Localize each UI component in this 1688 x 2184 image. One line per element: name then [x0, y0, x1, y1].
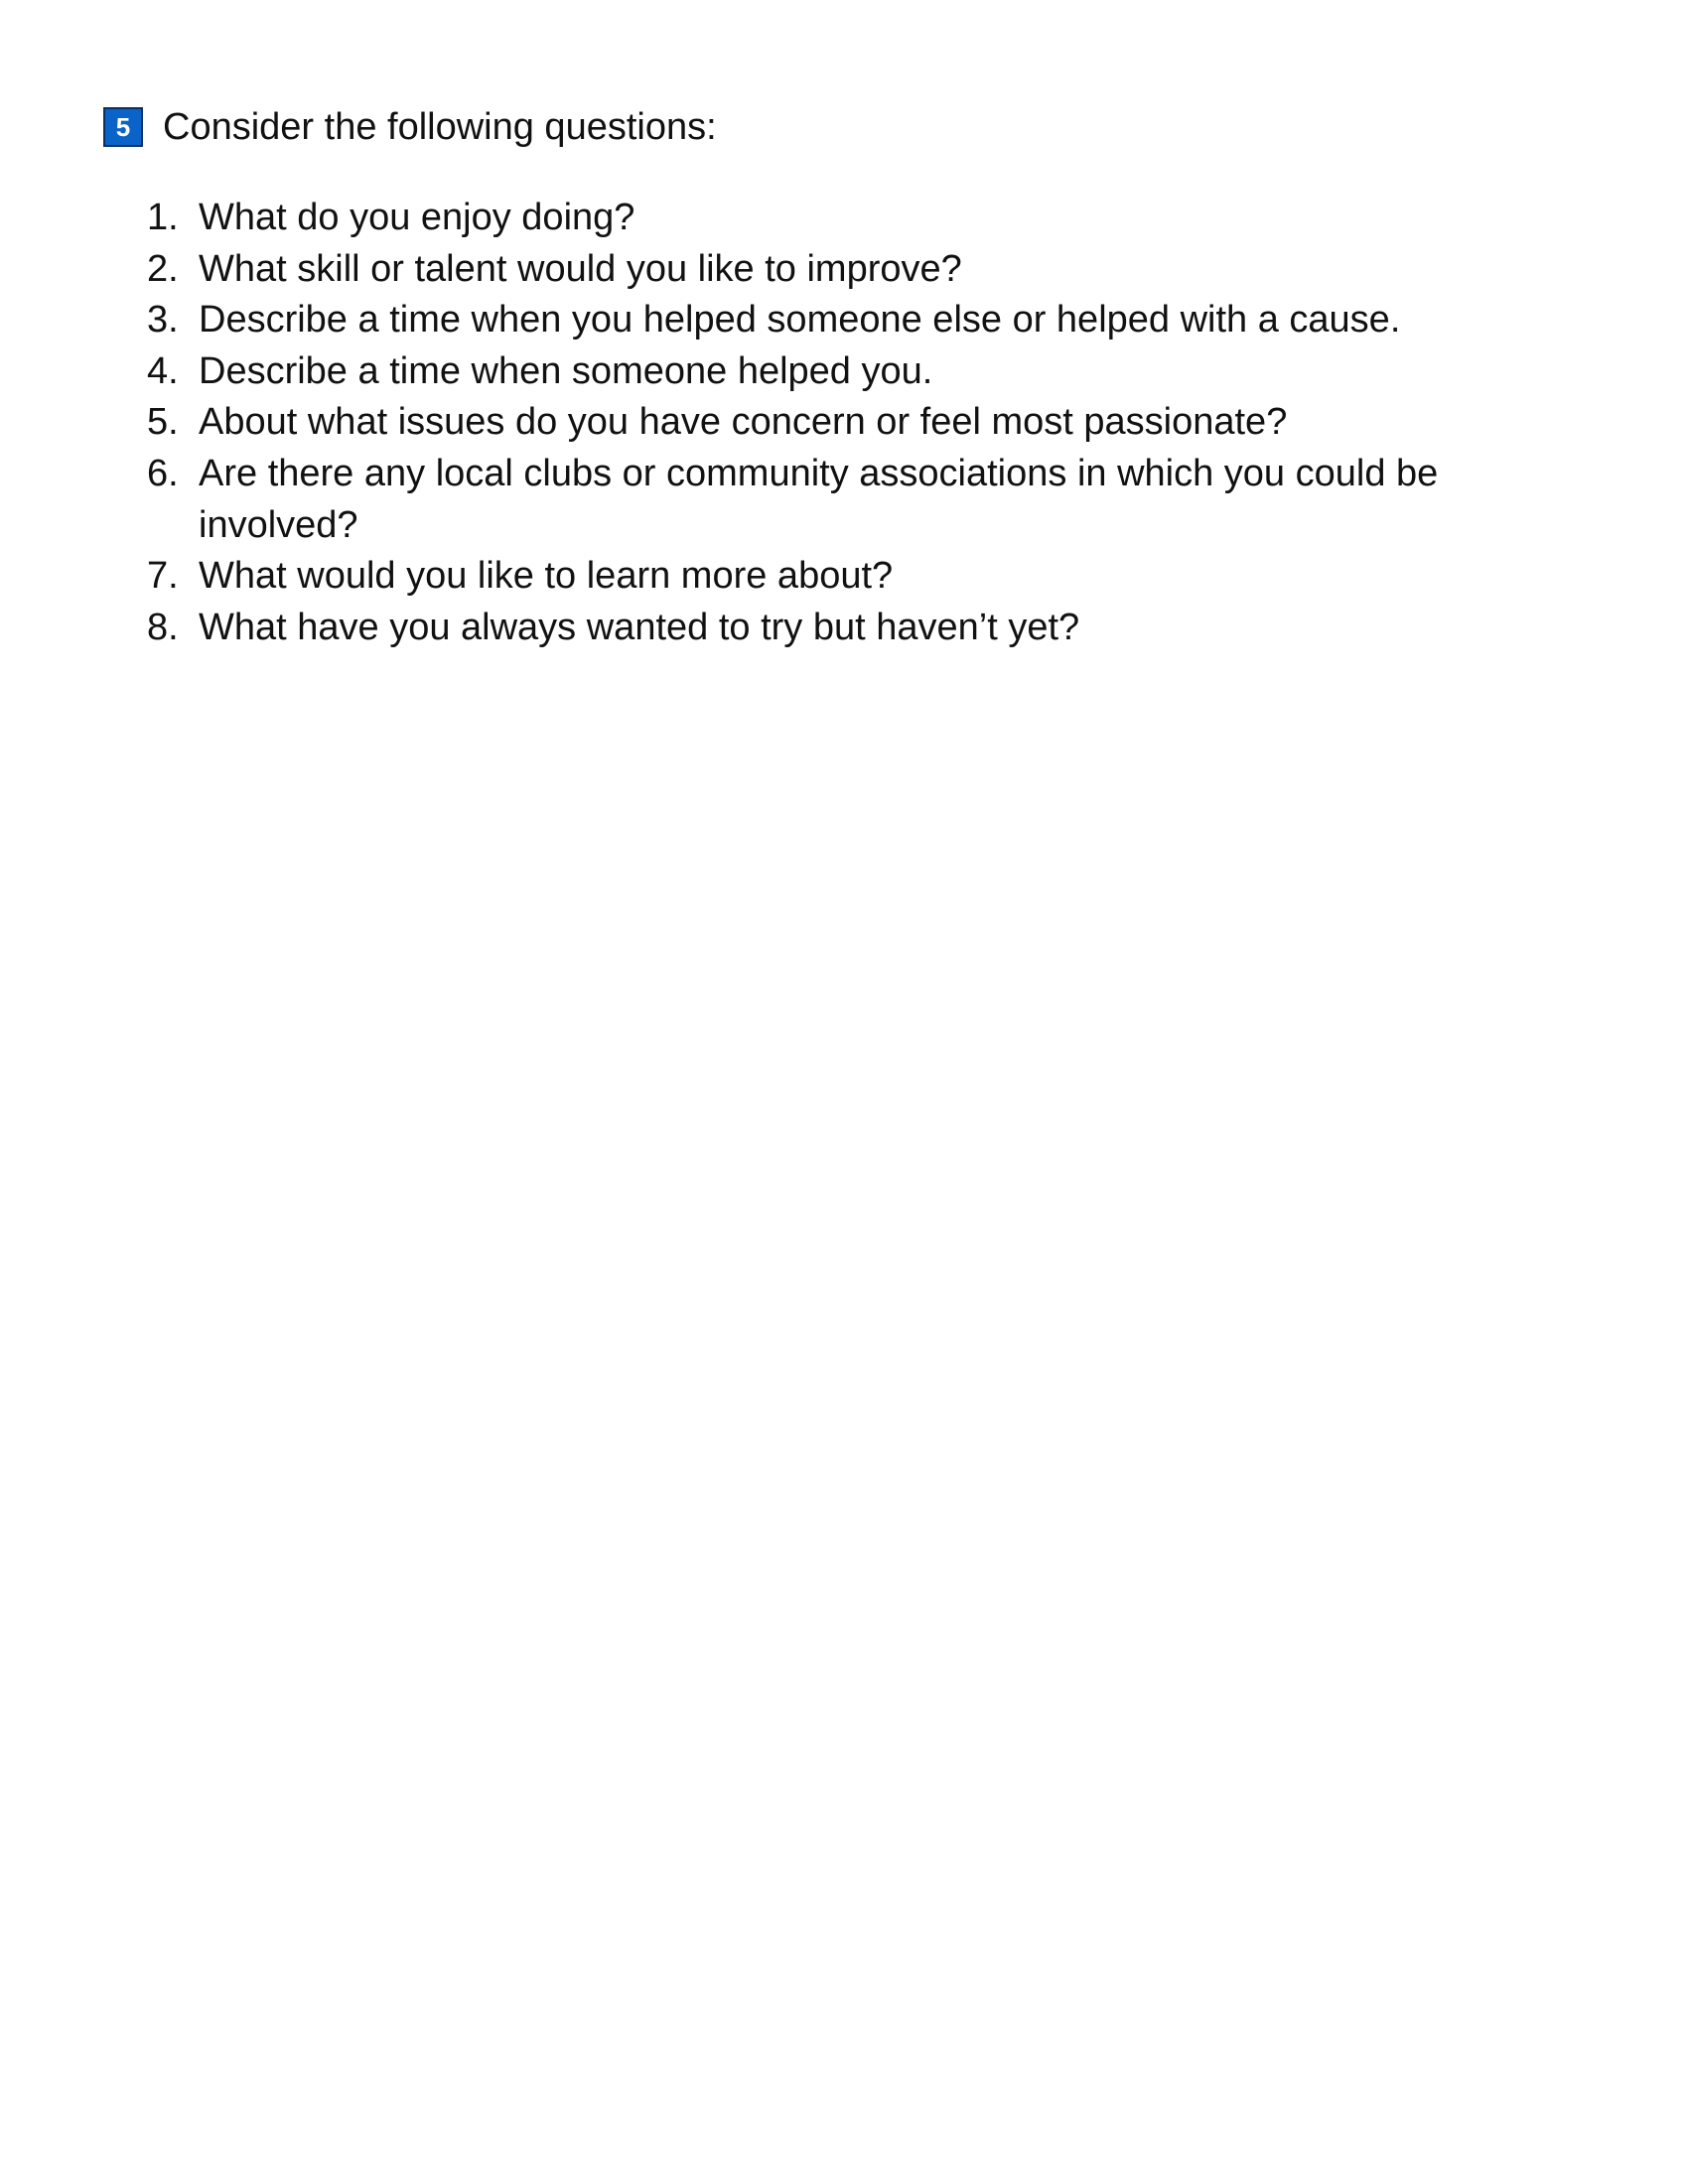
question-number: 6. — [147, 452, 179, 494]
section-heading-text: Consider the following questions: — [163, 106, 717, 148]
question-number: 4. — [147, 349, 179, 392]
section-heading — [103, 105, 717, 149]
question-text: What would you like to learn more about? — [199, 555, 894, 598]
question-number: 1. — [147, 197, 179, 238]
question-number: 3. — [147, 299, 179, 341]
questions-list — [147, 193, 1497, 653]
question-text: Describe a time when you helped someone else or helped with a cause. — [199, 299, 1401, 341]
question-number: 7. — [147, 555, 179, 598]
question-text: What have you always wanted to try but haven’t yet? — [199, 606, 1080, 648]
question-text: Are there any local clubs or community associations in which you could be involved? — [199, 452, 1439, 546]
question-text: What do you enjoy doing? — [199, 197, 635, 238]
question-text: What skill or talent would you like to improve? — [199, 247, 962, 290]
question-number: 5. — [147, 401, 179, 444]
question-text: About what issues do you have concern or feel most passionate? — [199, 401, 1288, 444]
question-item — [147, 603, 1497, 654]
question-item — [147, 397, 1497, 449]
question-number: 2. — [147, 247, 179, 290]
question-item — [147, 193, 1497, 244]
question-text: Describe a time when someone helped you. — [199, 349, 933, 392]
question-item — [147, 449, 1497, 551]
question-item — [147, 295, 1497, 346]
step-number-badge: 5 — [103, 107, 143, 147]
question-item — [147, 244, 1497, 296]
question-number: 8. — [147, 606, 179, 648]
question-item — [147, 346, 1497, 398]
question-item — [147, 551, 1497, 603]
